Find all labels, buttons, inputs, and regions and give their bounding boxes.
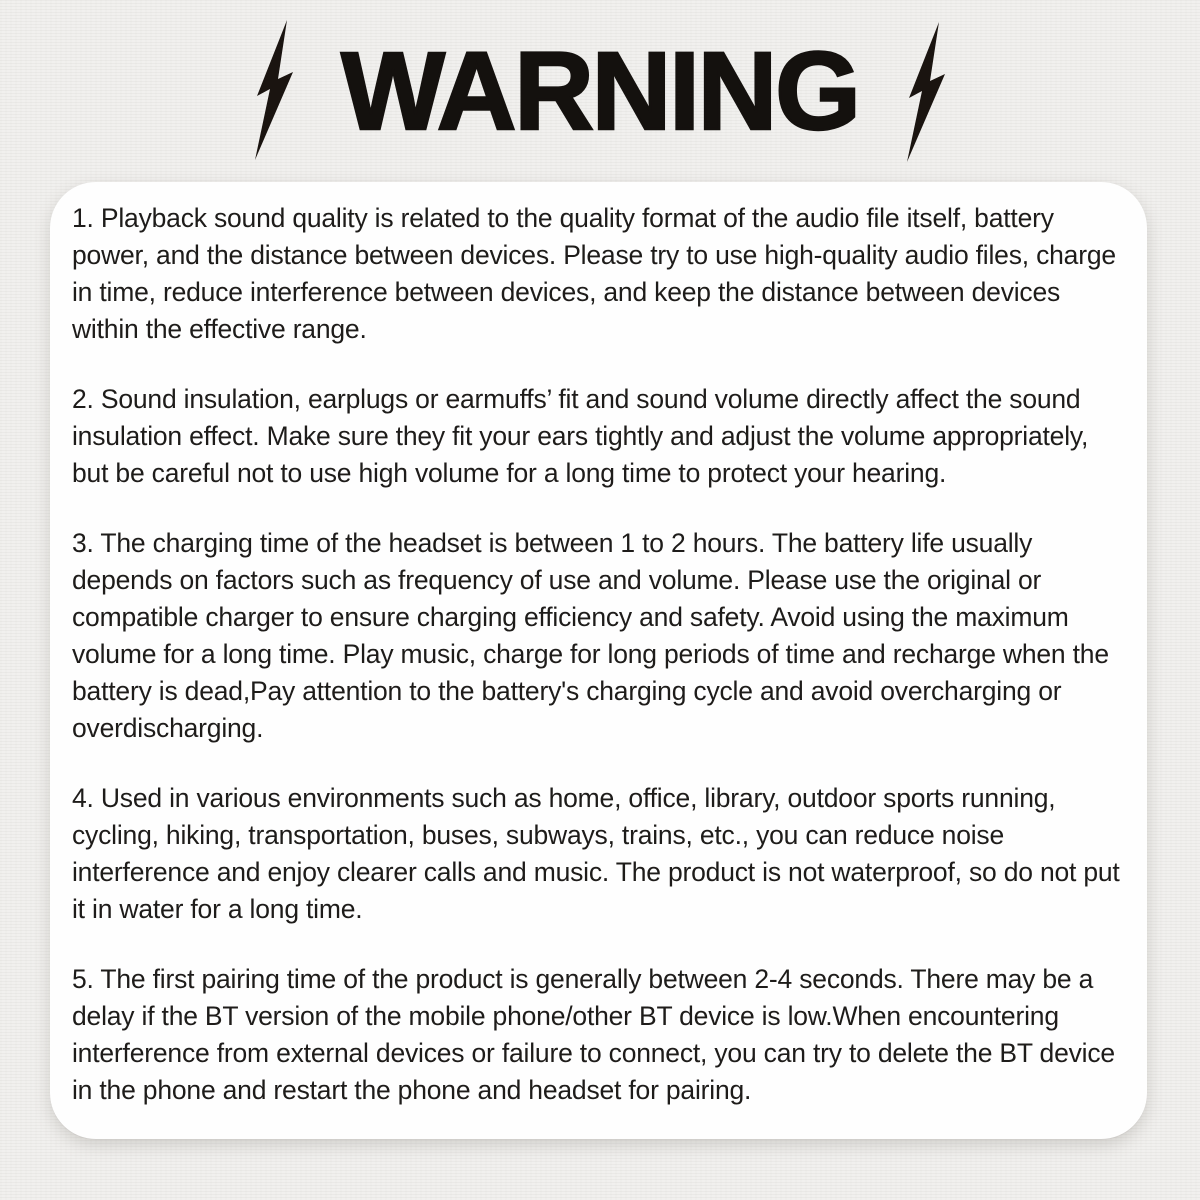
warning-item-4: 4. Used in various environments such as home, office, library, outdoor sports running, cycling, hiking, transportation, buses, subways, trains, etc., you can reduce noise interference and enjoy clearer calls and music. The product is not waterproof, so do not put it in water for a long time. [72, 783, 1120, 924]
warning-card [50, 182, 1147, 1139]
page-title: WARNING [341, 30, 859, 153]
lightning-bolt-icon [903, 22, 949, 162]
warning-item-5: 5. The first pairing time of the product is generally between 2-4 seconds. There may be a delay if the BT version of the mobile phone/other BT device is low.When encountering interference from external devices or failure to connect, you can try to delete the BT device in the phone and restart the phone and headset for pairing. [72, 964, 1115, 1105]
warning-item-1: 1. Playback sound quality is related to the quality format of the audio file itself, battery power, and the distance between devices. Please try to use high-quality audio files, charge in time, reduce interference between devices, and keep the distance between devices within the effective range. [72, 203, 1116, 344]
warning-item-3: 3. The charging time of the headset is between 1 to 2 hours. The battery life usually depends on factors such as frequency of use and volume. Please use the original or compatible charger to ensure charging efficiency and safety. Avoid using the maximum volume for a long time. Play music, charge for long periods of time and recharge when the battery is dead,Pay attention to the battery's charging cycle and avoid overcharging or overdischarging. [72, 528, 1109, 743]
lightning-bolt-icon [251, 20, 297, 160]
warning-item-2: 2. Sound insulation, earplugs or earmuffs’ fit and sound volume directly affect the sound insulation effect. Make sure they fit your ears tightly and adjust the volume appropriately, but be careful not to use high volume for a long time to protect your hearing. [72, 384, 1089, 488]
warning-header [0, 0, 1200, 182]
